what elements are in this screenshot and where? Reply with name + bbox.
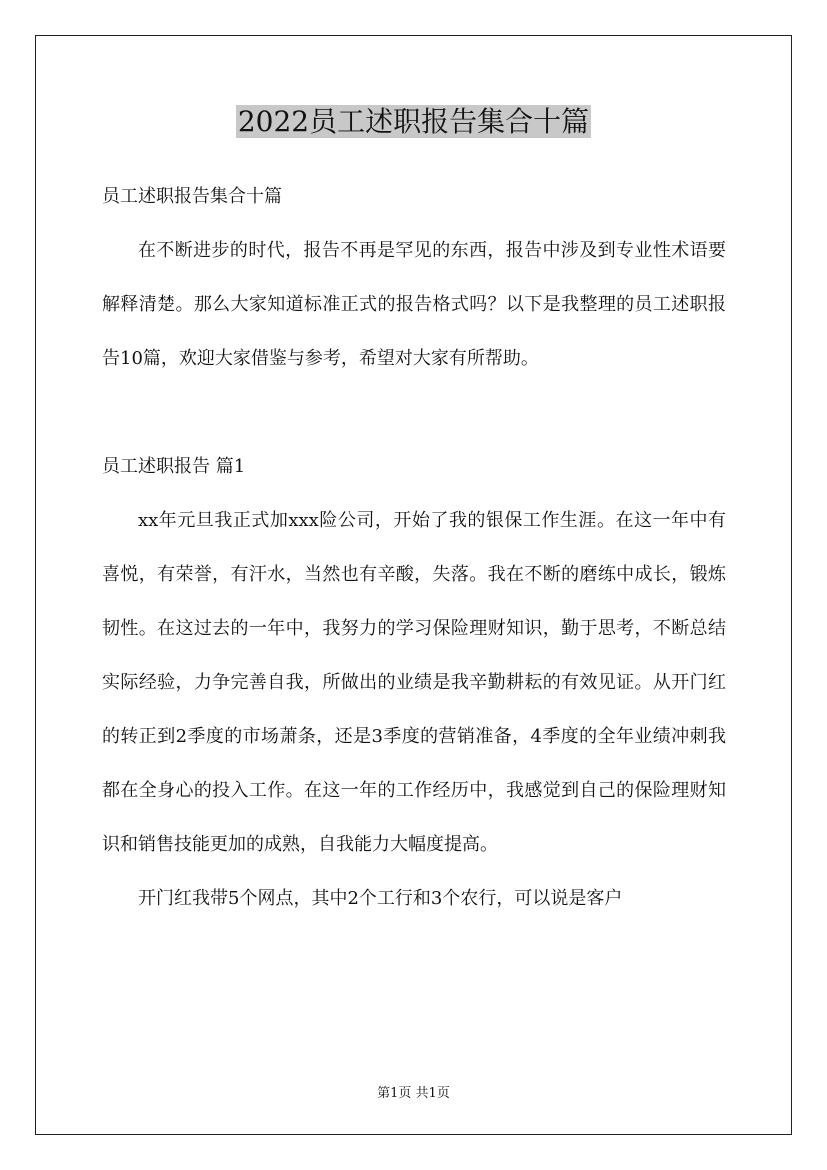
section-spacer — [102, 386, 726, 440]
document-body — [102, 170, 726, 926]
document-subtitle: 员工述职报告集合十篇 — [102, 186, 282, 207]
section-heading: 员工述职报告 篇1 — [102, 456, 246, 477]
document-title-text: 2022员工述职报告集合十篇 — [237, 105, 590, 138]
page-number: 第1页 共1页 — [377, 1086, 450, 1101]
document-title — [0, 100, 827, 144]
page-footer — [0, 1082, 827, 1101]
body-paragraph: xx年元旦我正式加xxx险公司，开始了我的银保工作生涯。在这一年中有喜悦，有荣誉，有汗水，当然也有辛酸，失落。我在不断的磨练中成长，锻炼韧性。在这过去的一年中，我努力的学习保险理财知识，勤于思考，不断总结实际经验，力争完善自我，所做出的业绩是我辛勤耕耘的有效见证。从开门红的转正到2季度的市场萧条，还是3季度的营销准备，4季度的全年业绩冲刺我都在全身心的投入工作。在这一年的工作经历中，我感觉到自己的保险理财知识和销售技能更加的成熟，自我能力大幅度提高。 — [102, 510, 726, 855]
body-paragraph: 开门红我带5个网点，其中2个工行和3个农行，可以说是客户 — [138, 888, 623, 909]
intro-paragraph: 在不断进步的时代，报告不再是罕见的东西，报告中涉及到专业性术语要解释清楚。那么大家知道标准正式的报告格式吗？以下是我整理的员工述职报告10篇，欢迎大家借鉴与参考，希望对大家有所帮助。 — [102, 240, 726, 369]
